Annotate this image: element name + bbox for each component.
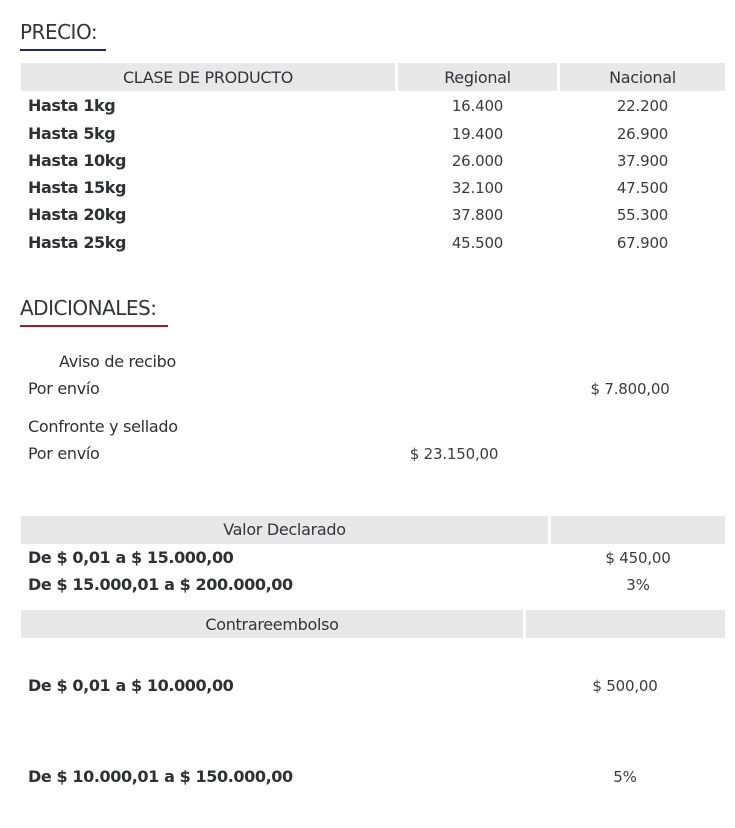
row-label: Hasta 15kg	[28, 178, 127, 197]
row-regional: 26.000	[451, 152, 504, 170]
row-regional: 32.100	[451, 179, 504, 197]
precio-heading: PRECIO:	[20, 20, 98, 44]
row-nacional: 26.900	[616, 125, 669, 143]
row-nacional: 22.200	[616, 97, 669, 115]
row-nacional: 55.300	[616, 206, 669, 224]
row-nacional: 67.900	[616, 234, 669, 252]
aviso-sub: Por envío	[28, 379, 100, 398]
contrareembolso-row-label: De $ 0,01 a $ 10.000,00	[28, 676, 234, 695]
valor-declarado-row-value: 3%	[626, 576, 650, 594]
valor-declarado-title: Valor Declarado	[223, 520, 346, 539]
contrareembolso-row-value: $ 500,00	[592, 677, 658, 695]
row-label: Hasta 20kg	[28, 205, 127, 224]
row-regional: 45.500	[451, 234, 504, 252]
valor-declarado-row-label: De $ 0,01 a $ 15.000,00	[28, 548, 234, 567]
confronte-sub: Por envío	[28, 444, 100, 463]
column-header-clase: CLASE DE PRODUCTO	[122, 68, 294, 87]
valor-declarado-row-label: De $ 15.000,01 a $ 200.000,00	[28, 575, 293, 594]
contrareembolso-row-value: 5%	[613, 768, 637, 786]
row-regional: 16.400	[451, 97, 504, 115]
aviso-value: $ 7.800,00	[590, 380, 670, 398]
confronte-value: $ 23.150,00	[409, 445, 499, 463]
confronte-title: Confronte y sellado	[28, 417, 178, 436]
column-header-regional: Regional	[444, 68, 511, 87]
column-separator	[523, 610, 526, 638]
aviso-title: Aviso de recibo	[59, 352, 176, 371]
row-regional: 19.400	[451, 125, 504, 143]
column-header-nacional: Nacional	[609, 68, 676, 87]
adicionales-heading: ADICIONALES:	[20, 296, 157, 320]
row-nacional: 37.900	[616, 152, 669, 170]
valor-declarado-row-value: $ 450,00	[605, 549, 671, 567]
column-separator	[548, 516, 551, 544]
row-regional: 37.800	[451, 206, 504, 224]
row-label: Hasta 10kg	[28, 151, 127, 170]
contrareembolso-title: Contrareembolso	[205, 615, 339, 634]
row-label: Hasta 1kg	[28, 96, 116, 115]
adicionales-underline	[20, 325, 168, 327]
row-label: Hasta 25kg	[28, 233, 127, 252]
contrareembolso-row-label: De $ 10.000,01 a $ 150.000,00	[28, 767, 293, 786]
row-label: Hasta 5kg	[28, 124, 116, 143]
precio-underline	[20, 49, 106, 51]
row-nacional: 47.500	[616, 179, 669, 197]
